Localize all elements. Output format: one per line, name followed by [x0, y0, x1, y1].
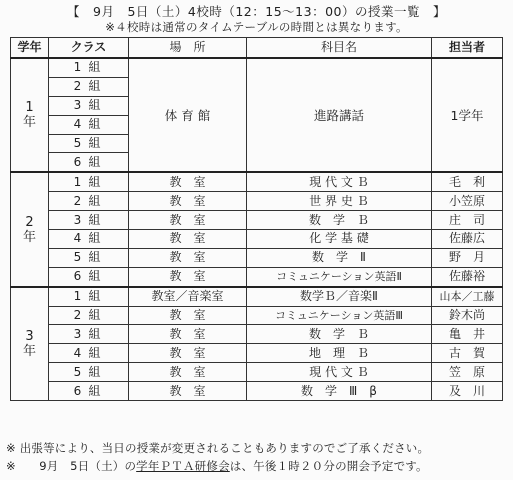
grade-suffix: 年	[22, 115, 36, 131]
subject-cell: 数学Ｂ／音楽Ⅱ	[247, 287, 432, 306]
class-cell	[49, 96, 129, 115]
place-cell: 体 育 館	[129, 58, 247, 172]
teacher-cell: 小笠原	[432, 192, 503, 211]
class-number: 4	[73, 117, 82, 132]
class-cell	[49, 248, 129, 267]
subject-cell: 進路講話	[247, 58, 432, 172]
column-header-teacher: 担当者	[432, 38, 503, 59]
subject-cell: 現 代 文 Ｂ	[247, 363, 432, 382]
table-row	[11, 58, 503, 77]
teacher-cell: 亀 井	[432, 325, 503, 344]
page-subtitle: ※４校時は通常のタイムテーブルの時間とは異なります。	[105, 20, 408, 34]
subject-cell: 数 学 Ⅲ β	[247, 382, 432, 401]
table-row	[11, 306, 503, 325]
class-suffix: 組	[88, 364, 101, 379]
class-number: 2	[73, 79, 82, 94]
footnote-pta-event: 学年ＰＴＡ研修会	[136, 459, 230, 473]
teacher-cell: 野 月	[432, 248, 503, 267]
class-cell	[49, 306, 129, 325]
class-suffix: 組	[88, 174, 101, 189]
class-cell	[49, 172, 129, 191]
place-cell: 教 室	[129, 192, 247, 211]
class-number: 1	[73, 174, 82, 189]
place-cell: 教 室	[129, 382, 247, 401]
subject-cell: 数 学 Ｂ	[247, 211, 432, 230]
class-suffix: 組	[88, 154, 101, 169]
teacher-cell: 庄 司	[432, 211, 503, 230]
class-suffix: 組	[88, 308, 101, 323]
place-cell: 教 室	[129, 363, 247, 382]
class-suffix: 組	[88, 136, 101, 150]
teacher-cell: 1学年	[432, 58, 503, 172]
grade-suffix: 年	[22, 229, 36, 245]
class-cell	[49, 344, 129, 363]
place-cell: 教 室	[129, 306, 247, 325]
grade-cell-3	[11, 287, 49, 401]
class-cell	[49, 382, 129, 401]
class-suffix: 組	[88, 193, 101, 208]
class-suffix: 組	[88, 212, 101, 227]
place-cell: 教 室	[129, 230, 247, 249]
class-cell	[49, 153, 129, 172]
column-header-subject: 科目名	[247, 38, 432, 59]
table-row	[11, 382, 503, 401]
table-row	[11, 325, 503, 344]
column-header-class: クラス	[49, 38, 129, 59]
class-cell	[49, 230, 129, 249]
class-suffix: 組	[88, 345, 101, 360]
class-suffix: 組	[88, 231, 101, 246]
subject-cell: 化 学 基 礎	[247, 230, 432, 249]
class-suffix: 組	[88, 60, 101, 75]
footnote-pta-prefix: ※ 9月 5日（土）の	[6, 459, 137, 473]
class-cell	[49, 192, 129, 211]
class-number: 3	[73, 98, 82, 113]
place-cell: 教 室	[129, 344, 247, 363]
table-row	[11, 344, 503, 363]
teacher-cell: 笠 原	[432, 363, 503, 382]
class-number: 4	[73, 231, 82, 246]
class-number: 3	[73, 326, 82, 341]
subject-cell: 数 学 Ｂ	[247, 325, 432, 344]
class-number: 5	[73, 250, 82, 265]
class-number: 6	[73, 269, 82, 284]
teacher-cell: 古 賀	[432, 344, 503, 363]
class-number: 6	[73, 154, 82, 169]
place-cell: 教 室	[129, 325, 247, 344]
grade-cell-2	[11, 172, 49, 286]
class-suffix: 組	[88, 79, 101, 94]
subject-cell: 地 理 Ｂ	[247, 344, 432, 363]
class-number: 1	[73, 289, 82, 304]
place-cell: 教 室	[129, 267, 247, 286]
class-cell	[49, 77, 129, 96]
class-cell	[49, 267, 129, 286]
place-cell: 教 室	[129, 248, 247, 267]
teacher-cell: 毛 利	[432, 172, 503, 191]
grade-number: 3	[25, 328, 34, 344]
table-row	[11, 267, 503, 286]
place-cell: 教 室	[129, 211, 247, 230]
subject-cell: コミュニケーション英語Ⅱ	[247, 267, 432, 286]
class-number: 2	[73, 193, 82, 208]
class-number: 3	[73, 212, 82, 227]
footnote-schedule-change: ※ 出張等により、当日の授業が変更されることもありますのでご了承ください。	[6, 441, 430, 455]
place-cell: 教 室	[129, 172, 247, 191]
subject-cell: 現 代 文 Ｂ	[247, 172, 432, 191]
class-number: 5	[73, 136, 82, 150]
place-cell: 教室／音楽室	[129, 287, 247, 306]
class-cell	[49, 134, 129, 153]
teacher-cell: 山本／工藤	[432, 287, 503, 306]
table-row	[11, 230, 503, 249]
grade-number: 1	[25, 100, 34, 116]
class-cell	[49, 325, 129, 344]
table-row	[11, 248, 503, 267]
table-row	[11, 192, 503, 211]
column-header-place: 場 所	[129, 38, 247, 59]
teacher-cell: 佐藤裕	[432, 267, 503, 286]
class-suffix: 組	[88, 250, 101, 265]
grade-number: 2	[25, 214, 34, 230]
class-cell	[49, 211, 129, 230]
subject-cell: 世 界 史 Ｂ	[247, 192, 432, 211]
grade-cell-1	[11, 58, 49, 172]
class-number: 6	[73, 383, 82, 398]
class-cell	[49, 58, 129, 77]
subject-cell: 数 学 Ⅱ	[247, 248, 432, 267]
class-suffix: 組	[88, 383, 101, 398]
class-suffix: 組	[88, 326, 101, 341]
class-suffix: 組	[88, 98, 101, 113]
schedule-table	[10, 37, 503, 401]
class-number: 1	[73, 60, 82, 75]
teacher-cell: 鈴木尚	[432, 306, 503, 325]
class-number: 4	[73, 345, 82, 360]
class-cell	[49, 363, 129, 382]
class-cell	[49, 287, 129, 306]
table-row	[11, 172, 503, 191]
footnote-pta-meeting	[6, 458, 428, 474]
class-suffix: 組	[88, 269, 101, 284]
page-title: 【 9月 5日（土）4校時（12：15～13：00）の授業一覧 】	[67, 4, 446, 19]
header-row	[11, 38, 503, 59]
table-row	[11, 211, 503, 230]
class-suffix: 組	[88, 117, 101, 132]
class-number: 5	[73, 364, 82, 379]
column-header-grade: 学年	[11, 38, 49, 59]
table-row	[11, 363, 503, 382]
teacher-cell: 佐藤広	[432, 230, 503, 249]
class-suffix: 組	[88, 289, 101, 304]
grade-suffix: 年	[22, 343, 36, 359]
footnote-pta-suffix: は、午後１時２０分の開会予定です。	[229, 459, 428, 473]
table-row	[11, 287, 503, 306]
subject-cell: コミュニケーション英語Ⅲ	[247, 306, 432, 325]
class-number: 2	[73, 308, 82, 323]
teacher-cell: 及 川	[432, 382, 503, 401]
class-cell	[49, 115, 129, 134]
